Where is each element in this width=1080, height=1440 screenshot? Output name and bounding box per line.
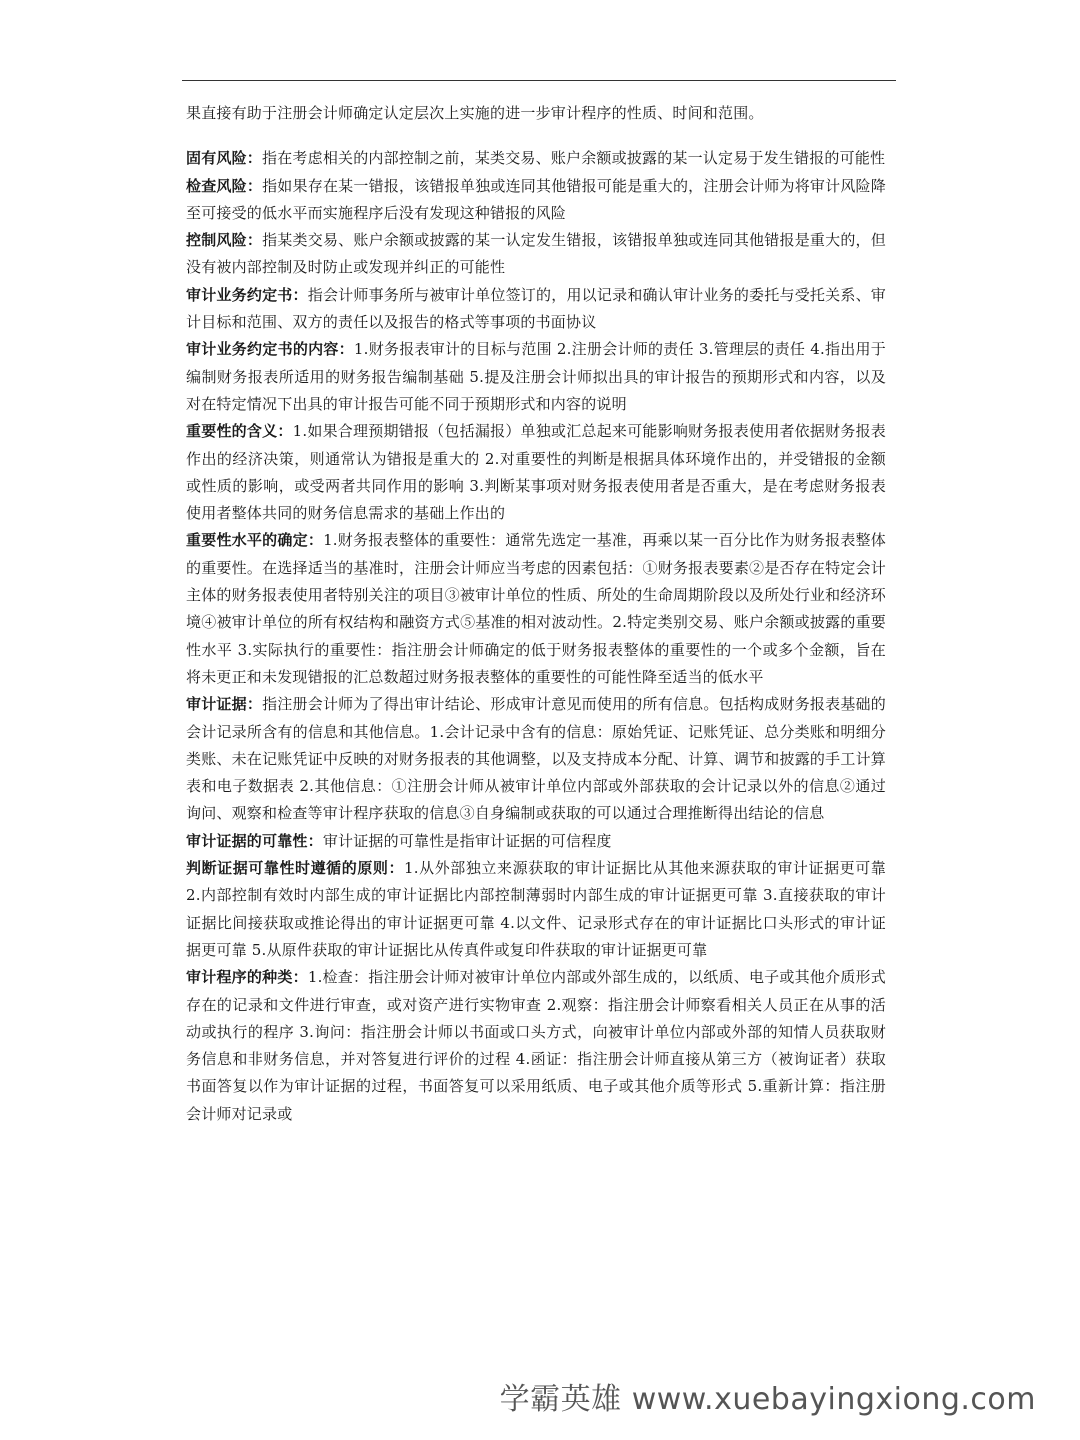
entry-term: 审计证据的可靠性： <box>186 831 323 850</box>
lead-paragraph: 果直接有助于注册会计师确定认定层次上实施的进一步审计程序的性质、时间和范围。 <box>186 104 764 122</box>
entry-term: 审计程序的种类： <box>186 968 308 987</box>
entry-text: 1.从外部独立来源获取的审计证据比从其他来源获取的审计证据更可靠 2.内部控制有效时内部生成的审计证据比内部控制薄弱时内部生成的审计证据更可靠 3.直接获取的审计证据比间接获取或推论得出的审计证据更可靠 4.以文件、记录形式存在的审计证据比口头形式的审计证据更可靠 5.从原件获取的审计证据比从传真件或复印件获取的审计证据更可靠 <box>186 859 886 959</box>
entry-materiality-meaning <box>186 418 886 527</box>
entry-inherent-risk <box>186 145 886 172</box>
entry-control-risk <box>186 227 886 282</box>
entry-term: 审计业务约定书： <box>186 285 308 304</box>
entry-materiality-level <box>186 527 886 691</box>
entry-text: 1.如果合理预期错报（包括漏报）单独或汇总起来可能影响财务报表使用者依据财务报表作出的经济决策，则通常认为错报是重大的 2.对重要性的判断是根据具体环境作出的，并受错报的金额或性质的影响，或受两者共同作用的影响 3.判断某事项对财务报表使用者是否重大，是在考虑财务报表使用者整体共同的财务信息需求的基础上作出的 <box>186 422 886 523</box>
entry-text: 1.财务报表整体的重要性：通常先选定一基准，再乘以某一百分比作为财务报表整体的重要性。在选择适当的基准时，注册会计师应当考虑的因素包括：①财务报表要素②是否存在特定会计主体的财务报表使用者特别关注的项目③被审计单位的性质、所处的生命周期阶段以及所处行业和经济环境④被审计单位的所有权结构和融资方式⑤基准的相对波动性。2.特定类别交易、账户余额或披露的重要性水平 3.实际执行的重要性：指注册会计师确定的低于财务报表整体的重要性的一个或多个金额，旨在将未更正和未发现错报的汇总数超过财务报表整体的重要性的可能性降至适当的低水平 <box>186 531 886 686</box>
entry-audit-procedures <box>186 964 886 1128</box>
entry-term: 审计证据： <box>186 695 263 714</box>
entry-engagement-letter-content <box>186 336 886 418</box>
entry-engagement-letter <box>186 282 886 337</box>
entry-detection-risk <box>186 173 886 228</box>
entry-term: 判断证据可靠性时遵循的原则： <box>186 859 405 878</box>
entry-term: 检查风险： <box>186 176 263 195</box>
entry-text: 1.财务报表审计的目标与范围 2.注册会计师的责任 3.管理层的责任 4.指出用于编制财务报表所适用的财务报告编制基础 5.提及注册会计师拟出具的审计报告的预期形式和内容，以及对在特定情况下出具的审计报告可能不同于预期形式和内容的说明 <box>186 340 886 413</box>
entry-text: 指某类交易、账户余额或披露的某一认定发生错报，该错报单独或连同其他错报是重大的，但没有被内部控制及时防止或发现并纠正的可能性 <box>186 231 886 277</box>
entry-text: 指会计师事务所与被审计单位签订的，用以记录和确认审计业务的委托与受托关系、审计目标和范围、双方的责任以及报告的格式等事项的书面协议 <box>186 285 886 332</box>
site-watermark: 学霸英雄 www.xuebayingxiong.com <box>499 1382 1036 1417</box>
entry-term: 重要性水平的确定： <box>186 531 324 550</box>
entry-term: 重要性的含义： <box>186 422 293 441</box>
header-rule <box>182 80 896 81</box>
entry-text: 指在考虑相关的内部控制之前，某类交易、账户余额或披露的某一认定易于发生错报的可能性 <box>262 149 886 168</box>
entry-reliability-principles <box>186 855 886 964</box>
entry-text: 指注册会计师为了得出审计结论、形成审计意见而使用的所有信息。包括构成财务报表基础的会计记录所含有的信息和其他信息。1.会计记录中含有的信息：原始凭证、记账凭证、总分类账和明细分类账、未在记账凭证中反映的对财务报表的其他调整，以及支持成本分配、计算、调节和披露的手工计算表和电子数据表 2.其他信息：①注册会计师从被审计单位内部或外部获取的会计记录以外的信息②通过询问、观察和检查等审计程序获取的信息③自身编制或获取的可以通过合理推断得出结论的信息 <box>186 695 886 823</box>
entry-term: 审计业务约定书的内容： <box>186 340 354 359</box>
entry-audit-evidence <box>186 691 886 827</box>
entry-evidence-reliability <box>186 828 886 855</box>
document-body <box>186 100 886 1128</box>
entry-text: 指如果存在某一错报，该错报单独或连同其他错报可能是重大的，注册会计师为将审计风险降至可接受的低水平而实施程序后没有发现这种错报的风险 <box>186 176 886 222</box>
entry-text: 1.检查：指注册会计师对被审计单位内部或外部生成的，以纸质、电子或其他介质形式存在的记录和文件进行审查，或对资产进行实物审查 2.观察：指注册会计师察看相关人员正在从事的活动或执行的程序 3.询问：指注册会计师以书面或口头方式，向被审计单位内部或外部的知情人员获取财务信息和非财务信息，并对答复进行评价的过程 4.函证：指注册会计师直接从第三方（被询证者）获取书面答复以作为审计证据的过程，书面答复可以采用纸质、电子或其他介质等形式 5.重新计算：指注册会计师对记录或 <box>186 968 886 1123</box>
entry-text: 审计证据的可靠性是指审计证据的可信程度 <box>322 831 612 850</box>
entry-term: 控制风险： <box>186 231 263 250</box>
entry-term: 固有风险： <box>186 149 263 168</box>
